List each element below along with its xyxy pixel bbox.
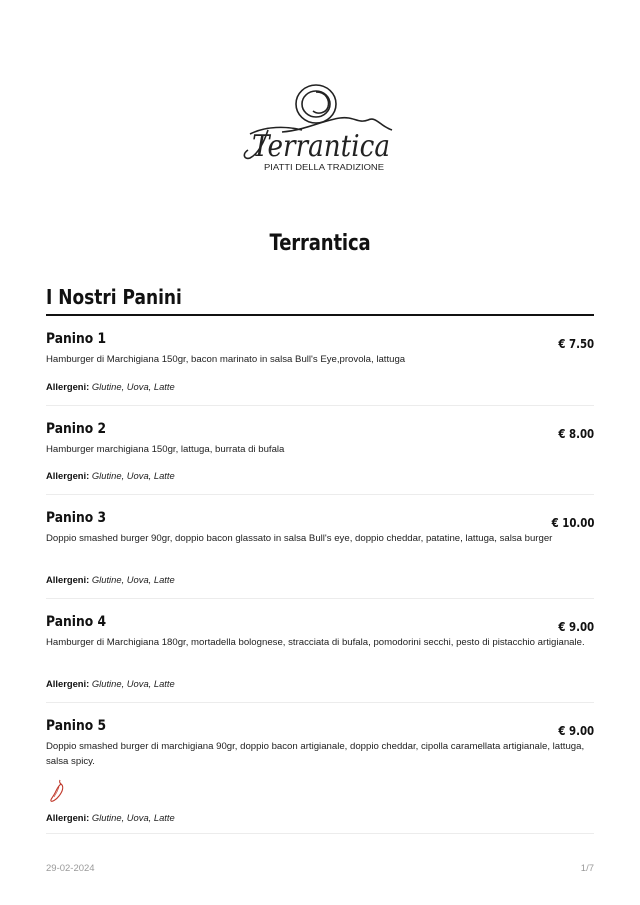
terrantica-logo — [236, 80, 406, 180]
allergens-label: Allergeni: — [46, 812, 90, 823]
page-number: 1/7 — [580, 863, 594, 874]
allergens-value: Glutine, Uova, Latte — [91, 574, 175, 585]
menu-item — [46, 614, 594, 703]
allergens-label: Allergeni: — [46, 381, 90, 392]
item-allergens — [46, 678, 175, 689]
item-name: Panino 1 — [46, 331, 107, 347]
logo-graphic — [236, 80, 406, 180]
allergens-label: Allergeni: — [46, 470, 90, 481]
allergens-value: Glutine, Uova, Latte — [91, 678, 175, 689]
allergens-value: Glutine, Uova, Latte — [91, 470, 175, 481]
menu-item — [46, 331, 594, 406]
logo-tagline: PIATTI DELLA TRADIZIONE — [264, 163, 385, 172]
item-allergens — [46, 470, 175, 481]
item-name: Panino 3 — [46, 510, 107, 526]
item-description: Hamburger di Marchigiana 180gr, mortadella bolognese, stracciata di bufala, pomodorini secchi, pesto di pistacchio artigianale. — [46, 637, 585, 648]
allergens-label: Allergeni: — [46, 678, 90, 689]
item-price: € 10.00 — [551, 516, 594, 530]
menu-item — [46, 718, 594, 834]
section-divider — [46, 314, 594, 316]
item-price: € 8.00 — [558, 427, 594, 441]
item-description: Doppio smashed burger di marchigiana 90gr, doppio bacon artigianale, doppio cheddar, cipolla caramellata artigianale, lattuga, salsa spicy. — [46, 741, 585, 767]
item-allergens — [46, 812, 175, 823]
item-allergens — [46, 574, 175, 585]
logo-wordmark: Terrantica — [252, 129, 390, 164]
item-allergens — [46, 381, 175, 392]
menu-item — [46, 510, 594, 599]
item-price: € 7.50 — [558, 337, 594, 351]
item-price: € 9.00 — [558, 724, 594, 738]
item-description: Doppio smashed burger 90gr, doppio bacon glassato in salsa Bull's eye, doppio cheddar, patatine, lattuga, salsa burger — [46, 533, 553, 544]
chili-pepper-icon — [48, 778, 66, 804]
item-price: € 9.00 — [558, 620, 594, 634]
page-title: Terrantica — [269, 231, 371, 256]
item-description: Hamburger marchigiana 150gr, lattuga, burrata di bufala — [46, 444, 285, 455]
allergens-value: Glutine, Uova, Latte — [91, 812, 175, 823]
item-name: Panino 2 — [46, 421, 107, 437]
menu-item — [46, 421, 594, 495]
item-name: Panino 4 — [46, 614, 107, 630]
footer-date: 29-02-2024 — [46, 863, 95, 874]
item-name: Panino 5 — [46, 718, 107, 734]
allergens-value: Glutine, Uova, Latte — [91, 381, 175, 392]
section-title: I Nostri Panini — [46, 285, 182, 309]
allergens-label: Allergeni: — [46, 574, 90, 585]
item-description: Hamburger di Marchigiana 150gr, bacon marinato in salsa Bull's Eye,provola, lattuga — [46, 354, 406, 365]
